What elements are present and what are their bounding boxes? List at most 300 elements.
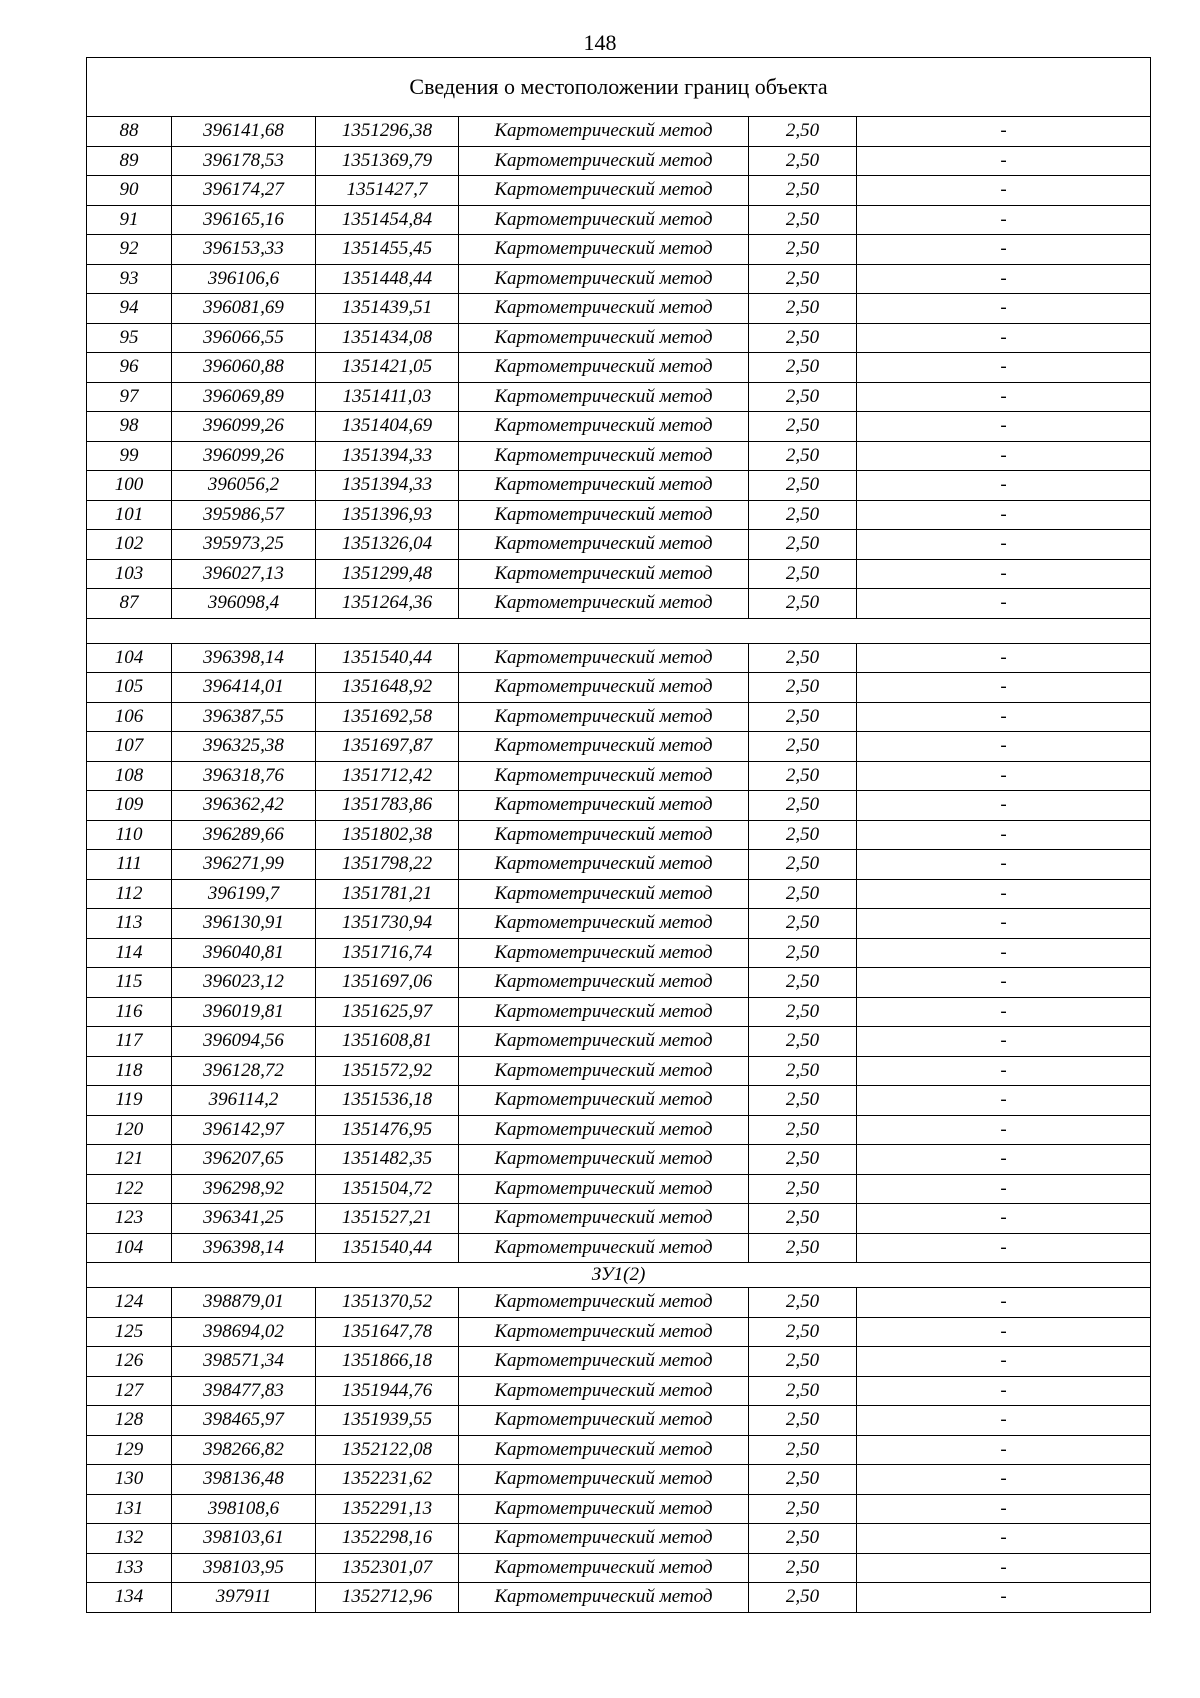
y-coordinate-cell: 1351264,36 bbox=[316, 589, 459, 619]
method-cell: Картометрический метод bbox=[459, 235, 749, 265]
accuracy-cell: 2,50 bbox=[749, 559, 857, 589]
page-number: 148 bbox=[583, 30, 617, 55]
table-row bbox=[87, 1145, 1151, 1175]
table-row bbox=[87, 1174, 1151, 1204]
point-number-cell: 96 bbox=[87, 353, 172, 383]
x-coordinate-cell: 396056,2 bbox=[172, 471, 316, 501]
y-coordinate-cell: 1351394,33 bbox=[316, 471, 459, 501]
description-cell: - bbox=[857, 702, 1151, 732]
table-row bbox=[87, 1524, 1151, 1554]
accuracy-cell: 2,50 bbox=[749, 1376, 857, 1406]
x-coordinate-cell: 398694,02 bbox=[172, 1317, 316, 1347]
table-row bbox=[87, 382, 1151, 412]
accuracy-cell: 2,50 bbox=[749, 471, 857, 501]
description-cell: - bbox=[857, 1465, 1151, 1495]
description-cell: - bbox=[857, 968, 1151, 998]
y-coordinate-cell: 1351944,76 bbox=[316, 1376, 459, 1406]
description-cell: - bbox=[857, 938, 1151, 968]
x-coordinate-cell: 398571,34 bbox=[172, 1347, 316, 1377]
x-coordinate-cell: 396387,55 bbox=[172, 702, 316, 732]
x-coordinate-cell: 396069,89 bbox=[172, 382, 316, 412]
y-coordinate-cell: 1351527,21 bbox=[316, 1204, 459, 1234]
method-cell: Картометрический метод bbox=[459, 294, 749, 324]
point-number-cell: 89 bbox=[87, 146, 172, 176]
accuracy-cell: 2,50 bbox=[749, 235, 857, 265]
x-coordinate-cell: 396081,69 bbox=[172, 294, 316, 324]
x-coordinate-cell: 396027,13 bbox=[172, 559, 316, 589]
method-cell: Картометрический метод bbox=[459, 673, 749, 703]
point-number-cell: 98 bbox=[87, 412, 172, 442]
method-cell: Картометрический метод bbox=[459, 1145, 749, 1175]
y-coordinate-cell: 1351697,87 bbox=[316, 732, 459, 762]
y-coordinate-cell: 1351455,45 bbox=[316, 235, 459, 265]
method-cell: Картометрический метод bbox=[459, 117, 749, 147]
method-cell: Картометрический метод bbox=[459, 968, 749, 998]
y-coordinate-cell: 1351697,06 bbox=[316, 968, 459, 998]
description-cell: - bbox=[857, 1288, 1151, 1318]
table-row bbox=[87, 412, 1151, 442]
table-row bbox=[87, 441, 1151, 471]
accuracy-cell: 2,50 bbox=[749, 146, 857, 176]
table-row bbox=[87, 559, 1151, 589]
description-cell: - bbox=[857, 353, 1151, 383]
accuracy-cell: 2,50 bbox=[749, 353, 857, 383]
accuracy-cell: 2,50 bbox=[749, 791, 857, 821]
accuracy-cell: 2,50 bbox=[749, 441, 857, 471]
x-coordinate-cell: 396019,81 bbox=[172, 997, 316, 1027]
x-coordinate-cell: 398879,01 bbox=[172, 1288, 316, 1318]
y-coordinate-cell: 1351370,52 bbox=[316, 1288, 459, 1318]
y-coordinate-cell: 1351781,21 bbox=[316, 879, 459, 909]
y-coordinate-cell: 1351798,22 bbox=[316, 850, 459, 880]
method-cell: Картометрический метод bbox=[459, 1494, 749, 1524]
x-coordinate-cell: 396289,66 bbox=[172, 820, 316, 850]
x-coordinate-cell: 396099,26 bbox=[172, 412, 316, 442]
table-row bbox=[87, 1027, 1151, 1057]
x-coordinate-cell: 396023,12 bbox=[172, 968, 316, 998]
accuracy-cell: 2,50 bbox=[749, 205, 857, 235]
description-cell: - bbox=[857, 382, 1151, 412]
table-row bbox=[87, 1376, 1151, 1406]
accuracy-cell: 2,50 bbox=[749, 1145, 857, 1175]
accuracy-cell: 2,50 bbox=[749, 850, 857, 880]
y-coordinate-cell: 1352291,13 bbox=[316, 1494, 459, 1524]
table-row bbox=[87, 850, 1151, 880]
x-coordinate-cell: 396128,72 bbox=[172, 1056, 316, 1086]
method-cell: Картометрический метод bbox=[459, 1086, 749, 1116]
table-row bbox=[87, 117, 1151, 147]
accuracy-cell: 2,50 bbox=[749, 1494, 857, 1524]
description-cell: - bbox=[857, 1553, 1151, 1583]
table-row bbox=[87, 1494, 1151, 1524]
method-cell: Картометрический метод bbox=[459, 850, 749, 880]
x-coordinate-cell: 398266,82 bbox=[172, 1435, 316, 1465]
point-number-cell: 114 bbox=[87, 938, 172, 968]
point-number-cell: 90 bbox=[87, 176, 172, 206]
description-cell: - bbox=[857, 441, 1151, 471]
description-cell: - bbox=[857, 1583, 1151, 1613]
description-cell: - bbox=[857, 761, 1151, 791]
method-cell: Картометрический метод bbox=[459, 1027, 749, 1057]
x-coordinate-cell: 396341,25 bbox=[172, 1204, 316, 1234]
table-row bbox=[87, 264, 1151, 294]
method-cell: Картометрический метод bbox=[459, 997, 749, 1027]
point-number-cell: 105 bbox=[87, 673, 172, 703]
y-coordinate-cell: 1351427,7 bbox=[316, 176, 459, 206]
y-coordinate-cell: 1351540,44 bbox=[316, 1233, 459, 1263]
accuracy-cell: 2,50 bbox=[749, 1465, 857, 1495]
method-cell: Картометрический метод bbox=[459, 530, 749, 560]
description-cell: - bbox=[857, 1115, 1151, 1145]
x-coordinate-cell: 398108,6 bbox=[172, 1494, 316, 1524]
y-coordinate-cell: 1351454,84 bbox=[316, 205, 459, 235]
description-cell: - bbox=[857, 1406, 1151, 1436]
x-coordinate-cell: 395973,25 bbox=[172, 530, 316, 560]
description-cell: - bbox=[857, 1376, 1151, 1406]
method-cell: Картометрический метод bbox=[459, 559, 749, 589]
description-cell: - bbox=[857, 176, 1151, 206]
point-number-cell: 101 bbox=[87, 500, 172, 530]
accuracy-cell: 2,50 bbox=[749, 761, 857, 791]
method-cell: Картометрический метод bbox=[459, 1553, 749, 1583]
point-number-cell: 112 bbox=[87, 879, 172, 909]
x-coordinate-cell: 396362,42 bbox=[172, 791, 316, 821]
x-coordinate-cell: 396153,33 bbox=[172, 235, 316, 265]
description-cell: - bbox=[857, 1174, 1151, 1204]
table-row bbox=[87, 471, 1151, 501]
accuracy-cell: 2,50 bbox=[749, 1406, 857, 1436]
point-number-cell: 127 bbox=[87, 1376, 172, 1406]
x-coordinate-cell: 396325,38 bbox=[172, 732, 316, 762]
y-coordinate-cell: 1352298,16 bbox=[316, 1524, 459, 1554]
y-coordinate-cell: 1351404,69 bbox=[316, 412, 459, 442]
x-coordinate-cell: 396098,4 bbox=[172, 589, 316, 619]
description-cell: - bbox=[857, 294, 1151, 324]
accuracy-cell: 2,50 bbox=[749, 1233, 857, 1263]
y-coordinate-cell: 1351730,94 bbox=[316, 909, 459, 939]
method-cell: Картометрический метод bbox=[459, 879, 749, 909]
y-coordinate-cell: 1351411,03 bbox=[316, 382, 459, 412]
method-cell: Картометрический метод bbox=[459, 1347, 749, 1377]
y-coordinate-cell: 1351448,44 bbox=[316, 264, 459, 294]
accuracy-cell: 2,50 bbox=[749, 820, 857, 850]
description-cell: - bbox=[857, 850, 1151, 880]
method-cell: Картометрический метод bbox=[459, 382, 749, 412]
point-number-cell: 133 bbox=[87, 1553, 172, 1583]
point-number-cell: 103 bbox=[87, 559, 172, 589]
method-cell: Картометрический метод bbox=[459, 323, 749, 353]
description-cell: - bbox=[857, 559, 1151, 589]
method-cell: Картометрический метод bbox=[459, 820, 749, 850]
method-cell: Картометрический метод bbox=[459, 761, 749, 791]
y-coordinate-cell: 1351802,38 bbox=[316, 820, 459, 850]
method-cell: Картометрический метод bbox=[459, 176, 749, 206]
description-cell: - bbox=[857, 1027, 1151, 1057]
description-cell: - bbox=[857, 589, 1151, 619]
point-number-cell: 91 bbox=[87, 205, 172, 235]
x-coordinate-cell: 396174,27 bbox=[172, 176, 316, 206]
point-number-cell: 113 bbox=[87, 909, 172, 939]
table-row bbox=[87, 879, 1151, 909]
y-coordinate-cell: 1351648,92 bbox=[316, 673, 459, 703]
description-cell: - bbox=[857, 1204, 1151, 1234]
method-cell: Картометрический метод bbox=[459, 1524, 749, 1554]
y-coordinate-cell: 1351434,08 bbox=[316, 323, 459, 353]
description-cell: - bbox=[857, 146, 1151, 176]
description-cell: - bbox=[857, 117, 1151, 147]
table-row bbox=[87, 791, 1151, 821]
section-label-row bbox=[87, 1263, 1151, 1288]
accuracy-cell: 2,50 bbox=[749, 879, 857, 909]
point-number-cell: 117 bbox=[87, 1027, 172, 1057]
table-row bbox=[87, 1553, 1151, 1583]
table-body bbox=[87, 58, 1151, 1613]
x-coordinate-cell: 398103,61 bbox=[172, 1524, 316, 1554]
description-cell: - bbox=[857, 820, 1151, 850]
description-cell: - bbox=[857, 643, 1151, 673]
description-cell: - bbox=[857, 997, 1151, 1027]
accuracy-cell: 2,50 bbox=[749, 1027, 857, 1057]
method-cell: Картометрический метод bbox=[459, 1174, 749, 1204]
table-row bbox=[87, 1233, 1151, 1263]
section-separator bbox=[87, 618, 1151, 643]
method-cell: Картометрический метод bbox=[459, 471, 749, 501]
description-cell: - bbox=[857, 909, 1151, 939]
accuracy-cell: 2,50 bbox=[749, 968, 857, 998]
x-coordinate-cell: 396060,88 bbox=[172, 353, 316, 383]
table-row bbox=[87, 1347, 1151, 1377]
accuracy-cell: 2,50 bbox=[749, 1347, 857, 1377]
y-coordinate-cell: 1351625,97 bbox=[316, 997, 459, 1027]
method-cell: Картометрический метод bbox=[459, 1115, 749, 1145]
point-number-cell: 122 bbox=[87, 1174, 172, 1204]
x-coordinate-cell: 396040,81 bbox=[172, 938, 316, 968]
accuracy-cell: 2,50 bbox=[749, 997, 857, 1027]
accuracy-cell: 2,50 bbox=[749, 1288, 857, 1318]
point-number-cell: 131 bbox=[87, 1494, 172, 1524]
method-cell: Картометрический метод bbox=[459, 441, 749, 471]
method-cell: Картометрический метод bbox=[459, 205, 749, 235]
point-number-cell: 87 bbox=[87, 589, 172, 619]
table-row bbox=[87, 820, 1151, 850]
point-number-cell: 107 bbox=[87, 732, 172, 762]
description-cell: - bbox=[857, 235, 1151, 265]
table-row bbox=[87, 1435, 1151, 1465]
x-coordinate-cell: 396099,26 bbox=[172, 441, 316, 471]
section-separator-row bbox=[87, 618, 1151, 643]
y-coordinate-cell: 1351712,42 bbox=[316, 761, 459, 791]
y-coordinate-cell: 1351939,55 bbox=[316, 1406, 459, 1436]
point-number-cell: 126 bbox=[87, 1347, 172, 1377]
point-number-cell: 119 bbox=[87, 1086, 172, 1116]
point-number-cell: 120 bbox=[87, 1115, 172, 1145]
point-number-cell: 102 bbox=[87, 530, 172, 560]
accuracy-cell: 2,50 bbox=[749, 909, 857, 939]
boundary-table-container bbox=[86, 57, 1150, 1613]
y-coordinate-cell: 1351692,58 bbox=[316, 702, 459, 732]
y-coordinate-cell: 1351783,86 bbox=[316, 791, 459, 821]
table-row bbox=[87, 294, 1151, 324]
method-cell: Картометрический метод bbox=[459, 732, 749, 762]
accuracy-cell: 2,50 bbox=[749, 1056, 857, 1086]
accuracy-cell: 2,50 bbox=[749, 702, 857, 732]
boundary-coordinates-table bbox=[86, 57, 1151, 1613]
description-cell: - bbox=[857, 264, 1151, 294]
method-cell: Картометрический метод bbox=[459, 1376, 749, 1406]
method-cell: Картометрический метод bbox=[459, 353, 749, 383]
accuracy-cell: 2,50 bbox=[749, 1317, 857, 1347]
y-coordinate-cell: 1351540,44 bbox=[316, 643, 459, 673]
x-coordinate-cell: 397911 bbox=[172, 1583, 316, 1613]
x-coordinate-cell: 398477,83 bbox=[172, 1376, 316, 1406]
accuracy-cell: 2,50 bbox=[749, 1553, 857, 1583]
y-coordinate-cell: 1351482,35 bbox=[316, 1145, 459, 1175]
x-coordinate-cell: 398465,97 bbox=[172, 1406, 316, 1436]
point-number-cell: 93 bbox=[87, 264, 172, 294]
point-number-cell: 115 bbox=[87, 968, 172, 998]
point-number-cell: 92 bbox=[87, 235, 172, 265]
description-cell: - bbox=[857, 1494, 1151, 1524]
description-cell: - bbox=[857, 732, 1151, 762]
description-cell: - bbox=[857, 530, 1151, 560]
table-row bbox=[87, 1583, 1151, 1613]
y-coordinate-cell: 1351439,51 bbox=[316, 294, 459, 324]
method-cell: Картометрический метод bbox=[459, 1317, 749, 1347]
table-row bbox=[87, 176, 1151, 206]
point-number-cell: 104 bbox=[87, 643, 172, 673]
table-row bbox=[87, 530, 1151, 560]
table-row bbox=[87, 1406, 1151, 1436]
table-header-row bbox=[87, 58, 1151, 117]
point-number-cell: 108 bbox=[87, 761, 172, 791]
point-number-cell: 130 bbox=[87, 1465, 172, 1495]
table-row bbox=[87, 353, 1151, 383]
y-coordinate-cell: 1352122,08 bbox=[316, 1435, 459, 1465]
method-cell: Картометрический метод bbox=[459, 1583, 749, 1613]
point-number-cell: 134 bbox=[87, 1583, 172, 1613]
table-row bbox=[87, 938, 1151, 968]
point-number-cell: 99 bbox=[87, 441, 172, 471]
y-coordinate-cell: 1351504,72 bbox=[316, 1174, 459, 1204]
point-number-cell: 111 bbox=[87, 850, 172, 880]
x-coordinate-cell: 396398,14 bbox=[172, 643, 316, 673]
accuracy-cell: 2,50 bbox=[749, 264, 857, 294]
point-number-cell: 118 bbox=[87, 1056, 172, 1086]
table-row bbox=[87, 1086, 1151, 1116]
point-number-cell: 94 bbox=[87, 294, 172, 324]
table-row bbox=[87, 1317, 1151, 1347]
y-coordinate-cell: 1351326,04 bbox=[316, 530, 459, 560]
x-coordinate-cell: 396066,55 bbox=[172, 323, 316, 353]
x-coordinate-cell: 396094,56 bbox=[172, 1027, 316, 1057]
point-number-cell: 95 bbox=[87, 323, 172, 353]
y-coordinate-cell: 1351536,18 bbox=[316, 1086, 459, 1116]
x-coordinate-cell: 396207,65 bbox=[172, 1145, 316, 1175]
method-cell: Картометрический метод bbox=[459, 643, 749, 673]
description-cell: - bbox=[857, 1347, 1151, 1377]
accuracy-cell: 2,50 bbox=[749, 732, 857, 762]
y-coordinate-cell: 1352712,96 bbox=[316, 1583, 459, 1613]
table-row bbox=[87, 673, 1151, 703]
accuracy-cell: 2,50 bbox=[749, 530, 857, 560]
x-coordinate-cell: 396298,92 bbox=[172, 1174, 316, 1204]
method-cell: Картометрический метод bbox=[459, 412, 749, 442]
y-coordinate-cell: 1351396,93 bbox=[316, 500, 459, 530]
description-cell: - bbox=[857, 1524, 1151, 1554]
accuracy-cell: 2,50 bbox=[749, 1086, 857, 1116]
accuracy-cell: 2,50 bbox=[749, 643, 857, 673]
method-cell: Картометрический метод bbox=[459, 1406, 749, 1436]
method-cell: Картометрический метод bbox=[459, 264, 749, 294]
accuracy-cell: 2,50 bbox=[749, 294, 857, 324]
section-label: ЗУ1(2) bbox=[87, 1263, 1151, 1288]
accuracy-cell: 2,50 bbox=[749, 589, 857, 619]
description-cell: - bbox=[857, 323, 1151, 353]
method-cell: Картометрический метод bbox=[459, 1233, 749, 1263]
x-coordinate-cell: 396106,6 bbox=[172, 264, 316, 294]
description-cell: - bbox=[857, 1435, 1151, 1465]
method-cell: Картометрический метод bbox=[459, 1056, 749, 1086]
table-row bbox=[87, 643, 1151, 673]
y-coordinate-cell: 1352231,62 bbox=[316, 1465, 459, 1495]
accuracy-cell: 2,50 bbox=[749, 1204, 857, 1234]
description-cell: - bbox=[857, 673, 1151, 703]
accuracy-cell: 2,50 bbox=[749, 176, 857, 206]
point-number-cell: 128 bbox=[87, 1406, 172, 1436]
accuracy-cell: 2,50 bbox=[749, 1435, 857, 1465]
x-coordinate-cell: 395986,57 bbox=[172, 500, 316, 530]
table-header: Сведения о местоположении границ объекта bbox=[87, 58, 1151, 117]
y-coordinate-cell: 1351866,18 bbox=[316, 1347, 459, 1377]
accuracy-cell: 2,50 bbox=[749, 382, 857, 412]
table-row bbox=[87, 589, 1151, 619]
accuracy-cell: 2,50 bbox=[749, 500, 857, 530]
point-number-cell: 88 bbox=[87, 117, 172, 147]
x-coordinate-cell: 396142,97 bbox=[172, 1115, 316, 1145]
x-coordinate-cell: 396165,16 bbox=[172, 205, 316, 235]
y-coordinate-cell: 1351647,78 bbox=[316, 1317, 459, 1347]
accuracy-cell: 2,50 bbox=[749, 412, 857, 442]
x-coordinate-cell: 398136,48 bbox=[172, 1465, 316, 1495]
table-row bbox=[87, 146, 1151, 176]
table-row bbox=[87, 1056, 1151, 1086]
method-cell: Картометрический метод bbox=[459, 1288, 749, 1318]
point-number-cell: 97 bbox=[87, 382, 172, 412]
y-coordinate-cell: 1352301,07 bbox=[316, 1553, 459, 1583]
table-row bbox=[87, 205, 1151, 235]
x-coordinate-cell: 396178,53 bbox=[172, 146, 316, 176]
table-row bbox=[87, 500, 1151, 530]
x-coordinate-cell: 396398,14 bbox=[172, 1233, 316, 1263]
point-number-cell: 106 bbox=[87, 702, 172, 732]
point-number-cell: 116 bbox=[87, 997, 172, 1027]
y-coordinate-cell: 1351608,81 bbox=[316, 1027, 459, 1057]
accuracy-cell: 2,50 bbox=[749, 1524, 857, 1554]
description-cell: - bbox=[857, 1056, 1151, 1086]
description-cell: - bbox=[857, 1145, 1151, 1175]
x-coordinate-cell: 396130,91 bbox=[172, 909, 316, 939]
point-number-cell: 132 bbox=[87, 1524, 172, 1554]
x-coordinate-cell: 398103,95 bbox=[172, 1553, 316, 1583]
method-cell: Картометрический метод bbox=[459, 1435, 749, 1465]
y-coordinate-cell: 1351369,79 bbox=[316, 146, 459, 176]
description-cell: - bbox=[857, 1233, 1151, 1263]
accuracy-cell: 2,50 bbox=[749, 673, 857, 703]
y-coordinate-cell: 1351572,92 bbox=[316, 1056, 459, 1086]
accuracy-cell: 2,50 bbox=[749, 1115, 857, 1145]
point-number-cell: 104 bbox=[87, 1233, 172, 1263]
accuracy-cell: 2,50 bbox=[749, 1174, 857, 1204]
